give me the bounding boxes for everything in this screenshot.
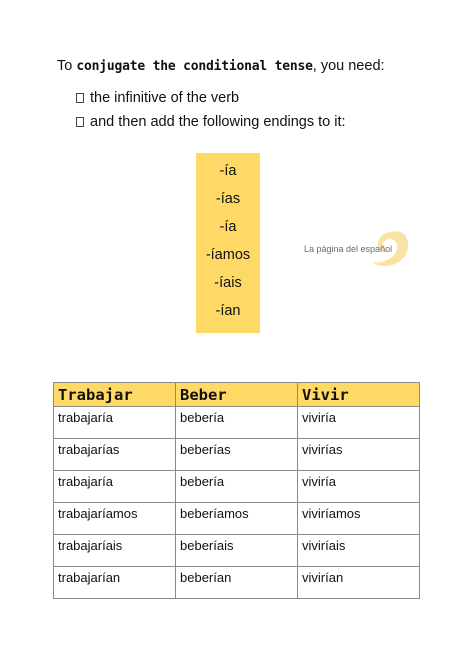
table-cell: trabajaría <box>54 407 176 439</box>
table-row <box>54 439 420 471</box>
table-row <box>54 567 420 599</box>
table-cell: viviría <box>298 407 420 439</box>
table-header-cell: Vivir <box>298 383 420 407</box>
table-cell: trabajaríamos <box>54 503 176 535</box>
bullet-text: and then add the following endings to it: <box>90 114 346 130</box>
conjugation-table <box>53 382 420 599</box>
ending-item: -íamos <box>205 247 251 263</box>
table-cell: trabajaría <box>54 471 176 503</box>
intro-emphasis: conjugate the conditional tense <box>76 59 313 74</box>
table-cell: beberíais <box>176 535 298 567</box>
logo-text: La página del español <box>304 244 393 254</box>
table-cell: bebería <box>176 407 298 439</box>
table-cell: bebería <box>176 471 298 503</box>
table-header-cell: Trabajar <box>54 383 176 407</box>
table-row <box>54 471 420 503</box>
ending-item: -ía <box>219 219 237 235</box>
ending-item: -íais <box>214 275 242 291</box>
table-cell: beberían <box>176 567 298 599</box>
table-cell: viviríamos <box>298 503 420 535</box>
table-cell: beberíamos <box>176 503 298 535</box>
bullet-box-icon <box>76 117 84 127</box>
bullet-text: the infinitive of the verb <box>90 90 240 106</box>
table-cell: viviría <box>298 471 420 503</box>
table-header-row <box>54 383 420 407</box>
table-cell: trabajarías <box>54 439 176 471</box>
table-row <box>54 503 420 535</box>
intro-prefix: To <box>57 58 77 74</box>
table-cell: trabajarían <box>54 567 176 599</box>
table-cell: trabajaríais <box>54 535 176 567</box>
table-cell: viviríais <box>298 535 420 567</box>
table-row <box>54 535 420 567</box>
table-cell: beberías <box>176 439 298 471</box>
intro-suffix: , you need: <box>312 58 385 74</box>
table-cell: vivirías <box>298 439 420 471</box>
table-row <box>54 407 420 439</box>
bullet-item <box>76 90 239 106</box>
logo <box>302 226 412 276</box>
bullet-box-icon <box>76 93 84 103</box>
ending-item: -ías <box>215 191 241 207</box>
endings-box <box>196 153 260 333</box>
table-header-cell: Beber <box>176 383 298 407</box>
intro-sentence <box>57 58 385 74</box>
bullet-item <box>76 114 346 130</box>
ending-item: -ía <box>219 163 237 179</box>
ending-item: -ían <box>215 303 241 319</box>
table-cell: vivirían <box>298 567 420 599</box>
